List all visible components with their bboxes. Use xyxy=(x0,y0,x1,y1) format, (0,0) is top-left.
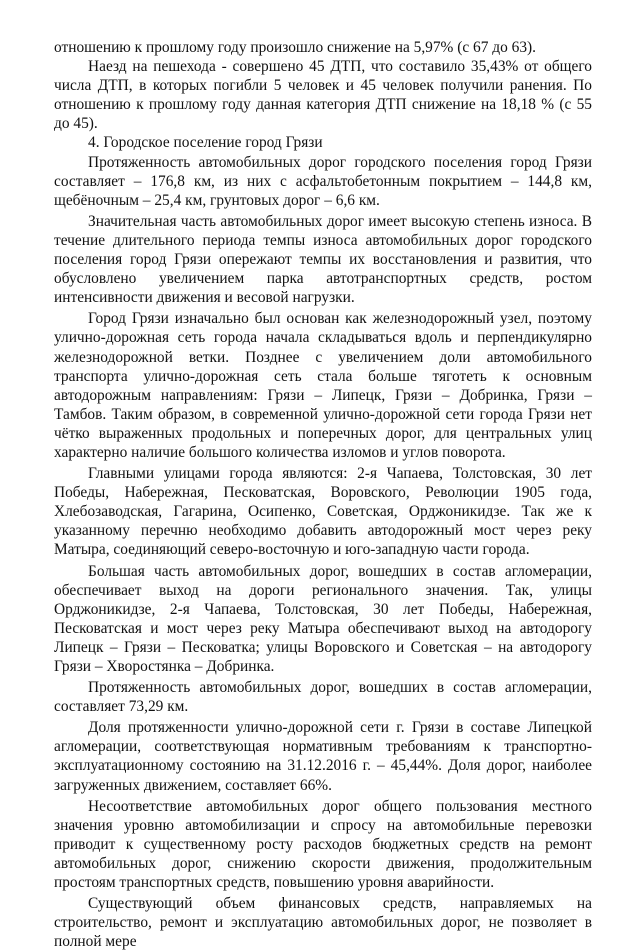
section-heading: 4. Городское поселение город Грязи xyxy=(88,134,323,152)
paragraph-agglomeration-length: Протяженность автомобильных дорог, вошедших в состав агломерации, составляет 73,29 км. xyxy=(54,679,592,716)
paragraph-network-share: Доля протяженности улично-дорожной сети г. Грязи в составе Липецкой агломерации, соответствующая нормативным требованиям к транспортно-эксплуатационному состоянию на 31.12.2016 г. – 45,44%. Доля дорог, наиболее загруженных движением, составляет 66%. xyxy=(54,719,592,794)
paragraph-agglomeration-roads: Большая часть автомобильных дорог, вошедших в состав агломерации, обеспечивает выход на дороги регионального значения. Так, улицы Орджоникидзе, 2-я Чапаева, Толстовская, 30 лет Победы, Набережная, Песковатская и мост через реку Матыра обеспечивают выход на автодорогу Липецк – Грязи – Песковатка; улицы Воровского и Советская – на автодорогу Грязи – Хворостянка – Добринка. xyxy=(54,562,592,675)
paragraph-road-wear: Значительная часть автомобильных дорог имеет высокую степень износа. В течение длительного периода темпы износа автомобильных дорог городского поселения город Грязи опережают темпы их восстановления и развития, что обусловлено увеличением парка автотранспортных средств, ростом интенсивности движения и весовой нагрузки. xyxy=(54,212,592,307)
paragraph-road-length: Протяженность автомобильных дорог городского поселения город Грязи составляет – 176,8 км, из них с асфальтобетонным покрытием – 144,8 км, щебёночным – 25,4 км, грунтовых дорог – 6,6 км. xyxy=(54,153,592,209)
document-page xyxy=(54,38,592,951)
paragraph-city-history: Город Грязи изначально был основан как железнодорожный узел, поэтому улично-дорожная сеть города начала складываться вдоль и перпендикулярно железнодорожной ветки. Позднее с увеличением доли автомобильного транспорта улично-дорожная сеть стала больше тяготеть к основным автодорожным направлениям: Грязи – Липецк, Грязи – Добринка, Грязи – Тамбов. Таким образом, в современной улично-дорожной сети города Грязи нет чётко выраженных продольных и поперечных дорог, для центральных улиц характерно наличие большого количества изломов и углов поворота. xyxy=(54,310,592,461)
paragraph-main-streets: Главными улицами города являются: 2-я Чапаева, Толстовская, 30 лет Победы, Набережная, Песковатская, Воровского, Революции 1905 года, Хлебозаводская, Гагарина, Осипенко, Советская, Орджоникидзе. Так же к указанному перечню необходимо добавить автодорожный мост через реку Матыра, соединяющий северо-восточную и юго-западную части города. xyxy=(54,465,592,559)
paragraph-pedestrian-accidents: Наезд на пешехода - совершено 45 ДТП, что составило 35,43% от общего числа ДТП, в которых погибли 5 человек и 45 человек получили ранения. По отношению к прошлому году данная категория ДТП снижение на 18,18 % (с 55 до 45). xyxy=(54,58,592,133)
paragraph-funding: Существующий объем финансовых средств, направляемых на строительство, ремонт и эксплуатацию автомобильных дорог, не позволяет в полной мере xyxy=(54,895,592,951)
paragraph-road-mismatch: Несоответствие автомобильных дорог общего пользования местного значения уровню автомобилизации и спросу на автомобильные перевозки приводит к существенному росту расходов бюджетных средств на ремонт автомобильных дорог, снижению скорости движения, продолжительным простоям транспортных средств, повышению уровня аварийности. xyxy=(54,797,592,892)
paragraph-continuation: отношению к прошлому году произошло снижение на 5,97% (с 67 до 63). xyxy=(54,39,537,56)
